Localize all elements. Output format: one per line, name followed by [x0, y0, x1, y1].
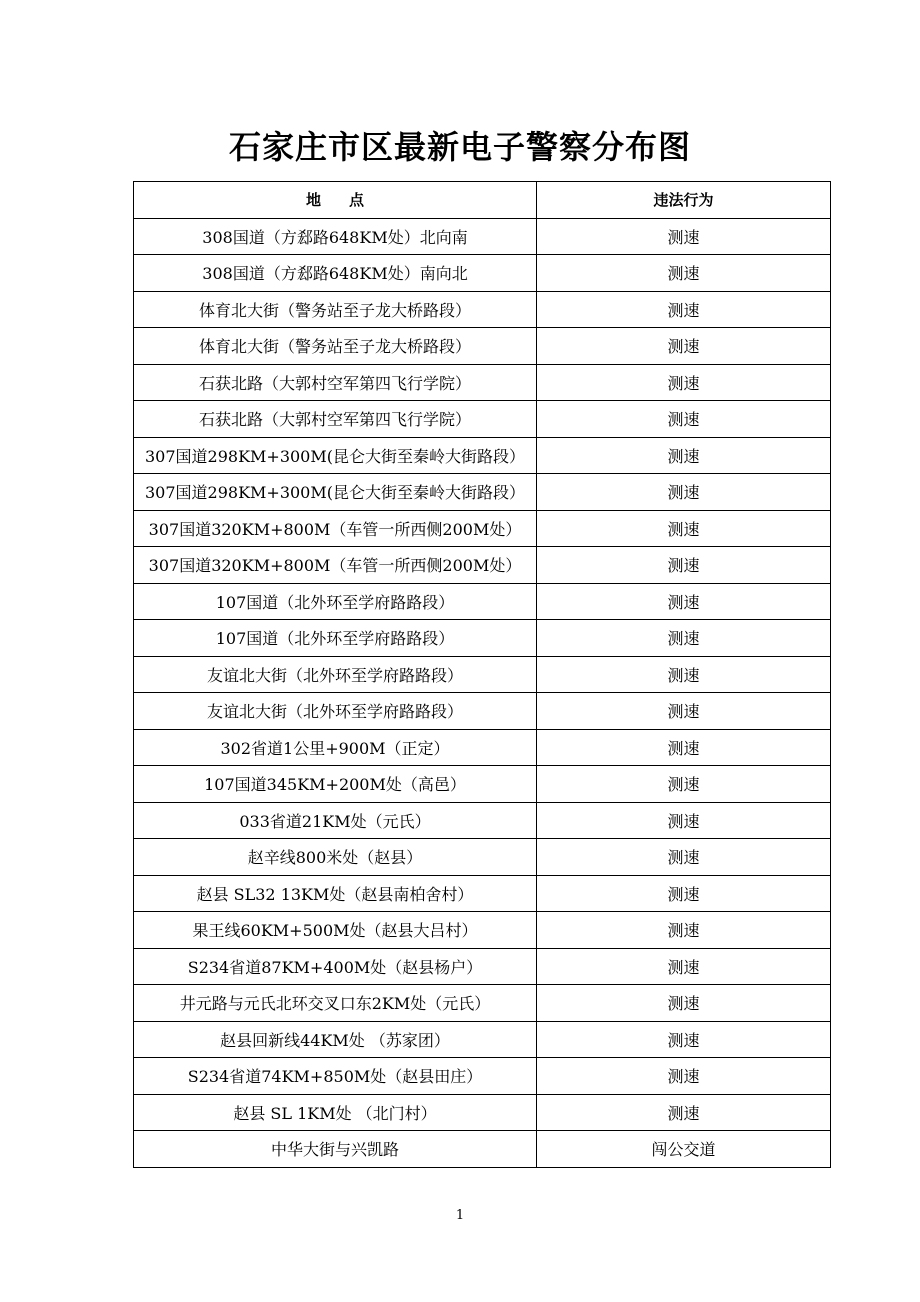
- location-cell: 308国道（方郄路648KM处）北向南: [134, 218, 537, 255]
- location-cell: 果王线60KM+500M处（赵县大吕村）: [134, 912, 537, 949]
- violation-cell: 测速: [537, 547, 831, 584]
- column-header-violation: 违法行为: [537, 182, 831, 219]
- location-cell: 赵县 SL 1KM处 （北门村）: [134, 1094, 537, 1131]
- location-cell: 308国道（方郄路648KM处）南向北: [134, 255, 537, 292]
- table-row: [134, 1058, 831, 1095]
- table-row: [134, 839, 831, 876]
- table-row: [134, 291, 831, 328]
- camera-table: [133, 181, 831, 1168]
- table-row: [134, 255, 831, 292]
- location-cell: S234省道87KM+400M处（赵县杨户）: [134, 948, 537, 985]
- page-number: 1: [455, 1208, 465, 1223]
- location-cell: 中华大街与兴凯路: [134, 1131, 537, 1168]
- table-header-row: [134, 182, 831, 219]
- column-header-location: 地点: [134, 182, 537, 219]
- violation-cell: 测速: [537, 364, 831, 401]
- table-row: [134, 1131, 831, 1168]
- table-row: [134, 218, 831, 255]
- violation-cell: 测速: [537, 1094, 831, 1131]
- violation-cell: 测速: [537, 474, 831, 511]
- location-cell: S234省道74KM+850M处（赵县田庄）: [134, 1058, 537, 1095]
- location-cell: 107国道（北外环至学府路路段）: [134, 620, 537, 657]
- table-row: [134, 985, 831, 1022]
- violation-cell: 测速: [537, 729, 831, 766]
- table-row: [134, 1021, 831, 1058]
- violation-cell: 测速: [537, 583, 831, 620]
- violation-cell: 测速: [537, 437, 831, 474]
- table-row: [134, 510, 831, 547]
- violation-cell: 测速: [537, 802, 831, 839]
- violation-cell: 测速: [537, 291, 831, 328]
- location-cell: 307国道320KM+800M（车管一所西侧200M处）: [134, 547, 537, 584]
- violation-cell: 测速: [537, 948, 831, 985]
- violation-cell: 测速: [537, 1058, 831, 1095]
- violation-cell: 测速: [537, 328, 831, 365]
- page-title: 石家庄市区最新电子警察分布图: [228, 128, 691, 166]
- table-row: [134, 1094, 831, 1131]
- violation-cell: 测速: [537, 401, 831, 438]
- table-row: [134, 583, 831, 620]
- violation-cell: 测速: [537, 693, 831, 730]
- location-cell: 石获北路（大郭村空军第四飞行学院）: [134, 364, 537, 401]
- table-body: [134, 218, 831, 1167]
- table-row: [134, 912, 831, 949]
- table-row: [134, 656, 831, 693]
- location-cell: 307国道320KM+800M（车管一所西侧200M处）: [134, 510, 537, 547]
- location-cell: 赵辛线800米处（赵县）: [134, 839, 537, 876]
- table-row: [134, 620, 831, 657]
- violation-cell: 测速: [537, 912, 831, 949]
- violation-cell: 测速: [537, 218, 831, 255]
- violation-cell: 测速: [537, 656, 831, 693]
- table-row: [134, 766, 831, 803]
- location-cell: 赵县 SL32 13KM处（赵县南柏舍村）: [134, 875, 537, 912]
- table-row: [134, 328, 831, 365]
- location-cell: 赵县回新线44KM处 （苏家团）: [134, 1021, 537, 1058]
- violation-cell: 测速: [537, 875, 831, 912]
- table-row: [134, 437, 831, 474]
- violation-cell: 测速: [537, 510, 831, 547]
- violation-cell: 测速: [537, 1021, 831, 1058]
- table-row: [134, 802, 831, 839]
- violation-cell: 测速: [537, 839, 831, 876]
- table-row: [134, 875, 831, 912]
- location-cell: 302省道1公里+900M（正定）: [134, 729, 537, 766]
- location-cell: 307国道298KM+300M(昆仑大街至秦岭大街路段）: [134, 437, 537, 474]
- location-cell: 体育北大街（警务站至子龙大桥路段）: [134, 291, 537, 328]
- location-cell: 体育北大街（警务站至子龙大桥路段）: [134, 328, 537, 365]
- table-row: [134, 729, 831, 766]
- table-row: [134, 693, 831, 730]
- location-cell: 友谊北大街（北外环至学府路路段）: [134, 656, 537, 693]
- violation-cell: 测速: [537, 620, 831, 657]
- violation-cell: 闯公交道: [537, 1131, 831, 1168]
- table-row: [134, 364, 831, 401]
- table-row: [134, 401, 831, 438]
- violation-cell: 测速: [537, 766, 831, 803]
- location-cell: 307国道298KM+300M(昆仑大街至秦岭大街路段）: [134, 474, 537, 511]
- table-row: [134, 474, 831, 511]
- violation-cell: 测速: [537, 255, 831, 292]
- location-cell: 107国道（北外环至学府路路段）: [134, 583, 537, 620]
- location-cell: 石获北路（大郭村空军第四飞行学院）: [134, 401, 537, 438]
- location-cell: 107国道345KM+200M处（高邑）: [134, 766, 537, 803]
- location-cell: 井元路与元氏北环交叉口东2KM处（元氏）: [134, 985, 537, 1022]
- location-cell: 友谊北大街（北外环至学府路路段）: [134, 693, 537, 730]
- location-cell: 033省道21KM处（元氏）: [134, 802, 537, 839]
- table-row: [134, 948, 831, 985]
- table-row: [134, 547, 831, 584]
- violation-cell: 测速: [537, 985, 831, 1022]
